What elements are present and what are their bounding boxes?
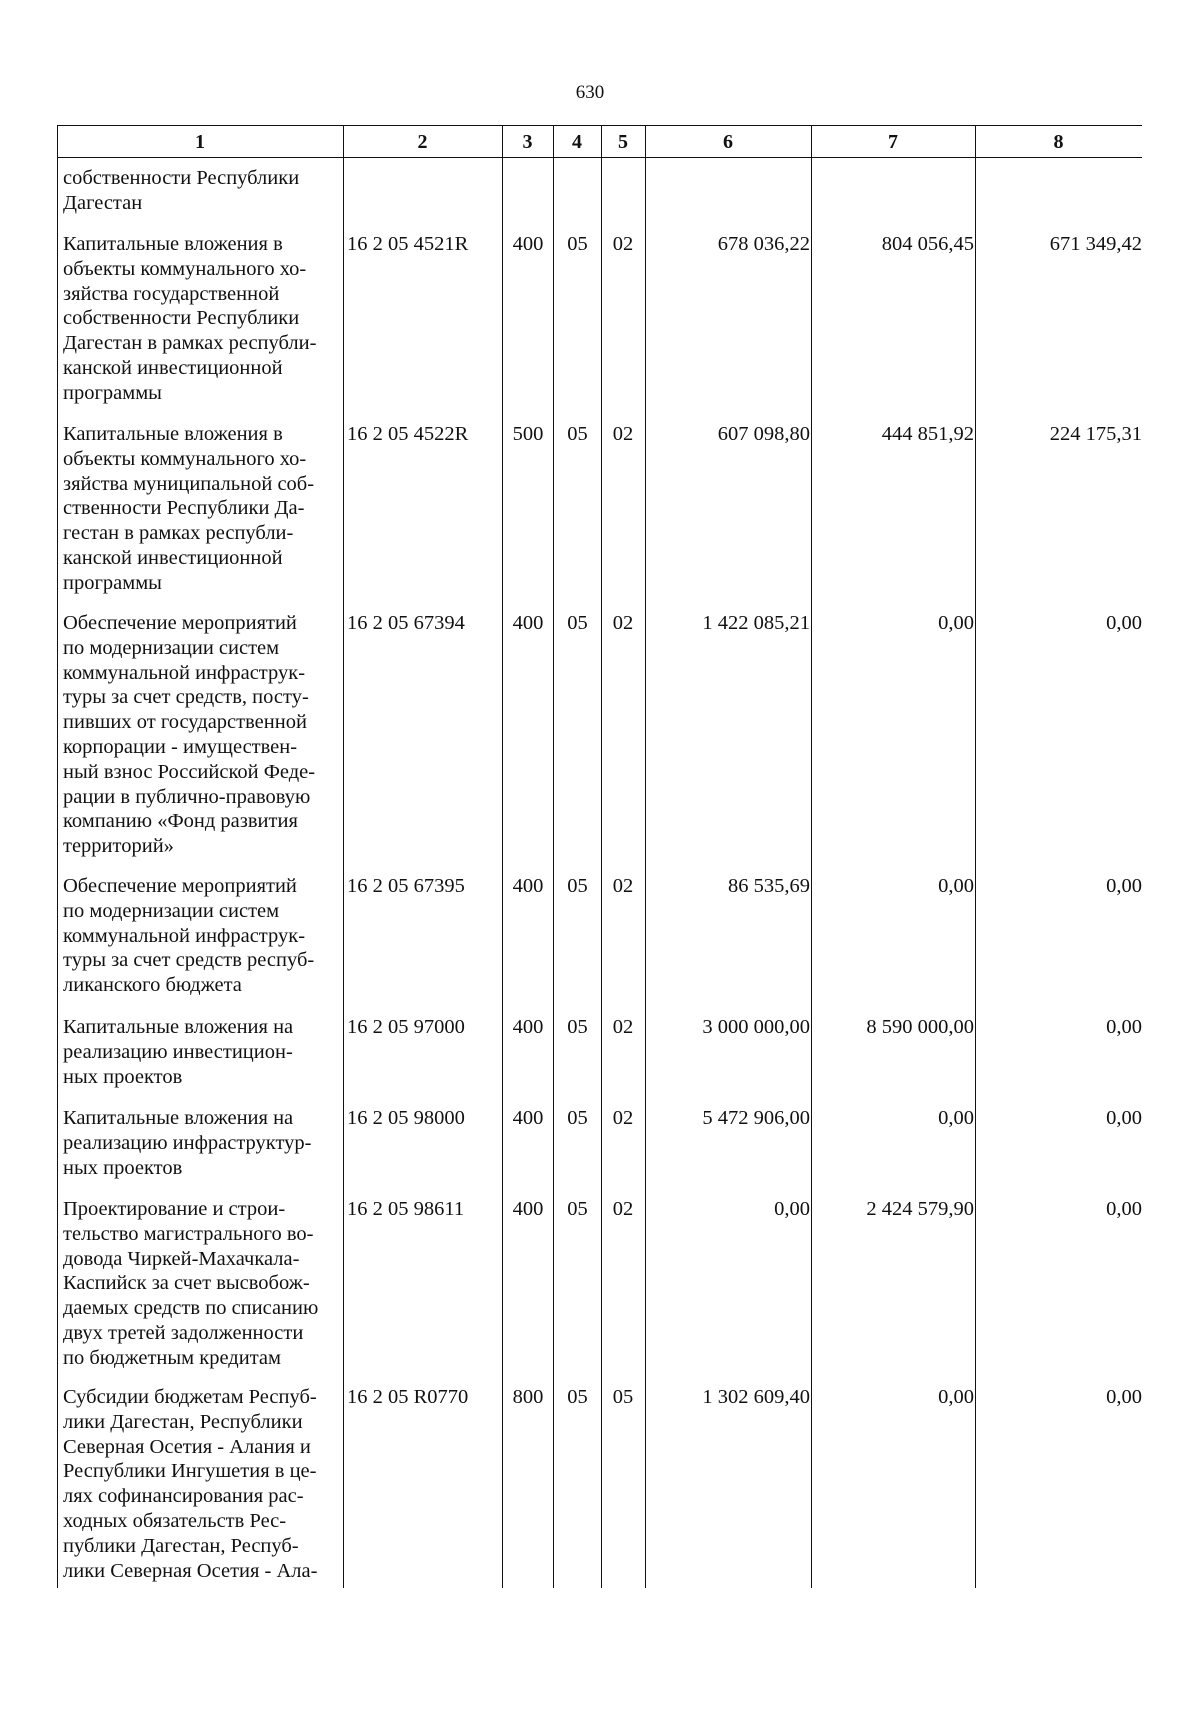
row-amount-8: 0,00 (1106, 612, 1142, 634)
row-col4: 05 (567, 1107, 588, 1129)
table-border-left (57, 125, 58, 1588)
row-col4: 05 (567, 875, 588, 897)
row-code: 16 2 05 67395 (347, 875, 465, 897)
column-divider (502, 125, 503, 1588)
row-amount-6: 1 302 609,40 (702, 1386, 810, 1408)
row-amount-6: 5 472 906,00 (702, 1107, 810, 1129)
row-code: 16 2 05 67394 (347, 612, 465, 634)
row-amount-8: 0,00 (1106, 1016, 1142, 1038)
row-col3: 800 (512, 1386, 544, 1408)
row-description: Проектирование и строи- тельство магистрального во- довода Чиркей-Махачкала- Каспийск за счет высвобож- даемых средств по списанию двух третей задолженности по бюджетным кредитам (63, 1198, 319, 1369)
table-header-rule (57, 157, 1142, 158)
column-header: 5 (618, 131, 628, 153)
row-amount-8: 671 349,42 (1049, 233, 1142, 255)
row-description: Капитальные вложения в объекты коммунального хо- зяйства муниципальной соб- ственности Республики Да- гестан в рамках республи- канской инвестиционной программы (63, 423, 315, 594)
column-header: 8 (1053, 131, 1064, 153)
column-divider (975, 125, 976, 1588)
row-amount-6: 3 000 000,00 (702, 1016, 810, 1038)
row-col3: 400 (512, 1198, 544, 1220)
column-header: 4 (572, 131, 582, 153)
row-col4: 05 (567, 423, 588, 445)
row-code: 16 2 05 R0770 (347, 1386, 469, 1408)
row-amount-8: 224 175,31 (1049, 423, 1142, 445)
row-amount-6: 678 036,22 (717, 233, 810, 255)
row-amount-8: 0,00 (1106, 875, 1142, 897)
row-code: 16 2 05 4521R (347, 233, 469, 255)
row-col4: 05 (567, 612, 588, 634)
row-col5: 02 (612, 423, 634, 445)
row-col4: 05 (567, 233, 588, 255)
column-header: 6 (723, 131, 733, 153)
row-col3: 400 (512, 875, 544, 897)
row-col4: 05 (567, 1198, 588, 1220)
row-amount-6: 607 098,80 (717, 423, 810, 445)
column-header: 1 (195, 131, 205, 153)
row-col5: 02 (612, 1107, 634, 1129)
row-amount-7: 0,00 (938, 612, 974, 634)
row-amount-6: 0,00 (774, 1198, 810, 1220)
column-divider (601, 125, 602, 1588)
row-col4: 05 (567, 1016, 588, 1038)
column-header: 2 (417, 131, 428, 153)
row-description: Капитальные вложения на реализацию инвестицион- ных проектов (63, 1016, 294, 1088)
row-col3: 500 (512, 423, 544, 445)
row-col4: 05 (567, 1386, 588, 1408)
column-divider (343, 125, 344, 1588)
row-amount-7: 0,00 (938, 1386, 974, 1408)
row-amount-8: 0,00 (1106, 1107, 1142, 1129)
row-col5: 02 (612, 1198, 634, 1220)
row-amount-7: 8 590 000,00 (866, 1016, 974, 1038)
row-col3: 400 (512, 612, 544, 634)
row-amount-8: 0,00 (1106, 1386, 1142, 1408)
row-description: Капитальные вложения в объекты коммунального хо- зяйства государственной собственности Республики Дагестан в рамках республи- канской инвестиционной программы (63, 233, 317, 404)
column-header: 3 (522, 131, 533, 153)
row-description: Капитальные вложения на реализацию инфраструктур- ных проектов (63, 1107, 312, 1179)
row-description: Обеспечение мероприятий по модернизации систем коммунальной инфраструк- туры за счет средств, посту- пивших от государственной корпорации - имуществен- ный взнос Российской Феде- рации в публично-правовую компанию «Фонд развития территорий» (63, 612, 316, 858)
table-top-rule (57, 125, 1142, 126)
row-description: собственности Республики Дагестан (63, 167, 300, 214)
row-amount-7: 0,00 (938, 875, 974, 897)
row-description: Обеспечение мероприятий по модернизации систем коммунальной инфраструк- туры за счет средств респуб- ликанского бюджета (63, 875, 315, 997)
page-number: 630 (575, 82, 605, 103)
column-header: 7 (888, 131, 898, 153)
row-amount-6: 1 422 085,21 (702, 612, 810, 634)
row-amount-7: 0,00 (938, 1107, 974, 1129)
row-code: 16 2 05 4522R (347, 423, 469, 445)
column-divider (553, 125, 554, 1588)
row-col5: 05 (612, 1386, 634, 1408)
row-col3: 400 (512, 1016, 544, 1038)
row-code: 16 2 05 97000 (347, 1016, 465, 1038)
row-col5: 02 (612, 233, 634, 255)
column-divider (811, 125, 812, 1588)
row-col3: 400 (512, 1107, 544, 1129)
row-amount-7: 804 056,45 (881, 233, 974, 255)
row-code: 16 2 05 98000 (347, 1107, 465, 1129)
column-divider (645, 125, 646, 1588)
row-amount-8: 0,00 (1106, 1198, 1142, 1220)
row-amount-7: 2 424 579,90 (866, 1198, 974, 1220)
row-col5: 02 (612, 875, 634, 897)
row-code: 16 2 05 98611 (347, 1198, 465, 1220)
row-amount-6: 86 535,69 (728, 875, 810, 897)
row-description: Субсидии бюджетам Респуб- лики Дагестан, Республики Северная Осетия - Алания и Республики Ингушетия в це- лях софинансирования рас- ходных обязательств Рес- публики Дагестан, Респуб- лики Северная Осетия - Ала- (63, 1386, 318, 1582)
row-amount-7: 444 851,92 (881, 423, 974, 445)
row-col3: 400 (512, 233, 544, 255)
row-col5: 02 (612, 612, 634, 634)
row-col5: 02 (612, 1016, 634, 1038)
